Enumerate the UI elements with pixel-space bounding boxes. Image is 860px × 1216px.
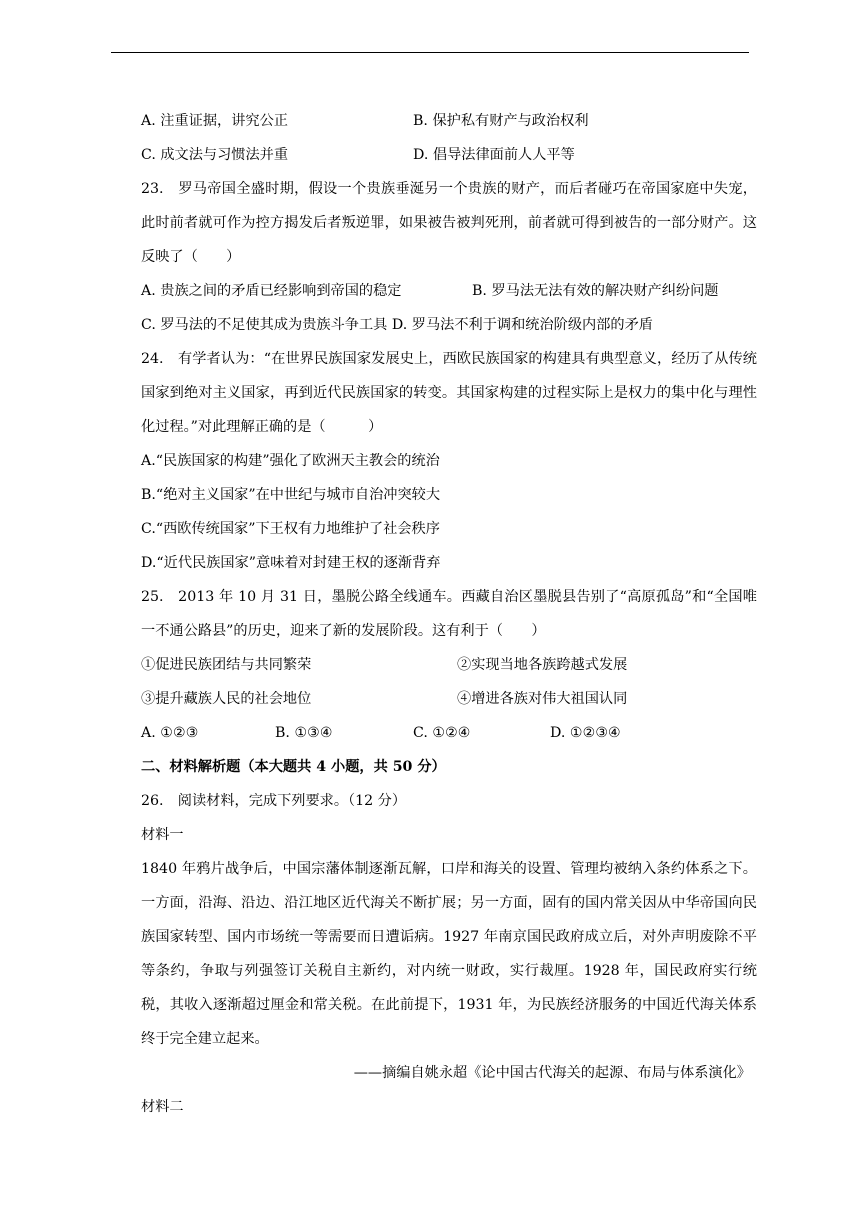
q22-option-d: D. 倡导法律面前人人平等 [413,147,575,163]
q23-options-row-1 [141,274,757,308]
q25-option-b: B. ①③④ [275,725,333,741]
q23-options-row-2 [141,308,757,342]
q22-options-row-2 [141,138,757,172]
q25-option-d: D. ①②③④ [550,725,621,741]
material-1-source: ——摘编自姚永超《论中国古代海关的起源、布局与体系演化》 [353,1065,751,1081]
q22-option-c: C. 成文法与习惯法并重 [141,147,289,163]
q23-option-a: A. 贵族之间的矛盾已经影响到帝国的稳定 [141,283,402,299]
material-2-label: 材料二 [141,1099,184,1115]
q25-statement-4: ④增进各族对伟大祖国认同 [457,691,628,707]
q25-statement-3: ③提升藏族人民的社会地位 [141,691,312,707]
q25-option-c: C. ①②④ [413,725,471,741]
q25-stem: 25. 2013 年 10 月 31 日，墨脱公路全线通车。西藏自治区墨脱县告别了“高原孤岛”和“全国唯一不通公路县”的历史，迎来了新的发展阶段。这有利于（ ） [141,589,757,639]
page-content [141,104,757,1124]
q23-option-c: C. 罗马法的不足使其成为贵族斗争工具 [141,317,388,333]
header-rule [111,52,749,53]
q24-stem: 24. 有学者认为：“在世界民族国家发展史上，西欧民族国家的构建具有典型意义，经历了从传统国家到绝对主义国家，再到近代民族国家的转变。其国家构建的过程实际上是权力的集中化与理性化过程。”对此理解正确的是（ ） [141,351,757,435]
q22-option-b: B. 保护私有财产与政治权利 [413,113,589,129]
q24-option-b: B.“绝对主义国家”在中世纪与城市自治冲突较大 [141,487,441,503]
q24-option-a: A.“民族国家的构建”强化了欧洲天主教会的统治 [141,453,440,469]
q23-stem: 23. 罗马帝国全盛时期，假设一个贵族垂涎另一个贵族的财产，而后者碰巧在帝国家庭中失宠，此时前者就可作为控方揭发后者叛逆罪，如果被告被判死刑，前者就可得到被告的一部分财产。这反映了（ ） [141,181,757,265]
q25-statement-2: ②实现当地各族跨越式发展 [457,657,628,673]
q26-stem: 26. 阅读材料，完成下列要求。（12 分） [141,793,407,809]
q24-option-c: C.“西欧传统国家”下王权有力地维护了社会秩序 [141,521,440,537]
q23-option-b: B. 罗马法无法有效的解决财产纠纷问题 [472,283,719,299]
section-heading: 二、材料解析题（本大题共 4 小题，共 50 分） [141,759,446,775]
q22-option-a: A. 注重证据，讲究公正 [141,113,288,129]
material-1-text: 1840 年鸦片战争后，中国宗藩体制逐渐瓦解，口岸和海关的设置、管理均被纳入条约体系之下。一方面，沿海、沿边、沿江地区近代海关不断扩展；另一方面，固有的国内常关因从中华帝国向民族国家转型、国内市场统一等需要而日遭诟病。1927 年南京国民政府成立后，对外声明废除不平等条约，争取与列强签订关税自主新约，对内统一财政，实行裁厘。1928 年，国民政府实行统税，其收入逐渐超过厘金和常关税。在此前提下，1931 年，为民族经济服务的中国近代海关体系终于完全建立起来。 [141,861,757,1047]
q25-options [141,716,757,750]
q25-statements-row-1 [141,648,757,682]
q23-option-d: D. 罗马法不利于调和统治阶级内部的矛盾 [391,317,653,333]
q22-options-row-1 [141,104,757,138]
material-1-label: 材料一 [141,827,184,843]
q25-statements-row-2 [141,682,757,716]
q25-option-a: A. ①②③ [141,725,199,741]
q25-statement-1: ①促进民族团结与共同繁荣 [141,657,312,673]
q24-option-d: D.“近代民族国家”意味着对封建王权的逐渐背弃 [141,555,441,571]
